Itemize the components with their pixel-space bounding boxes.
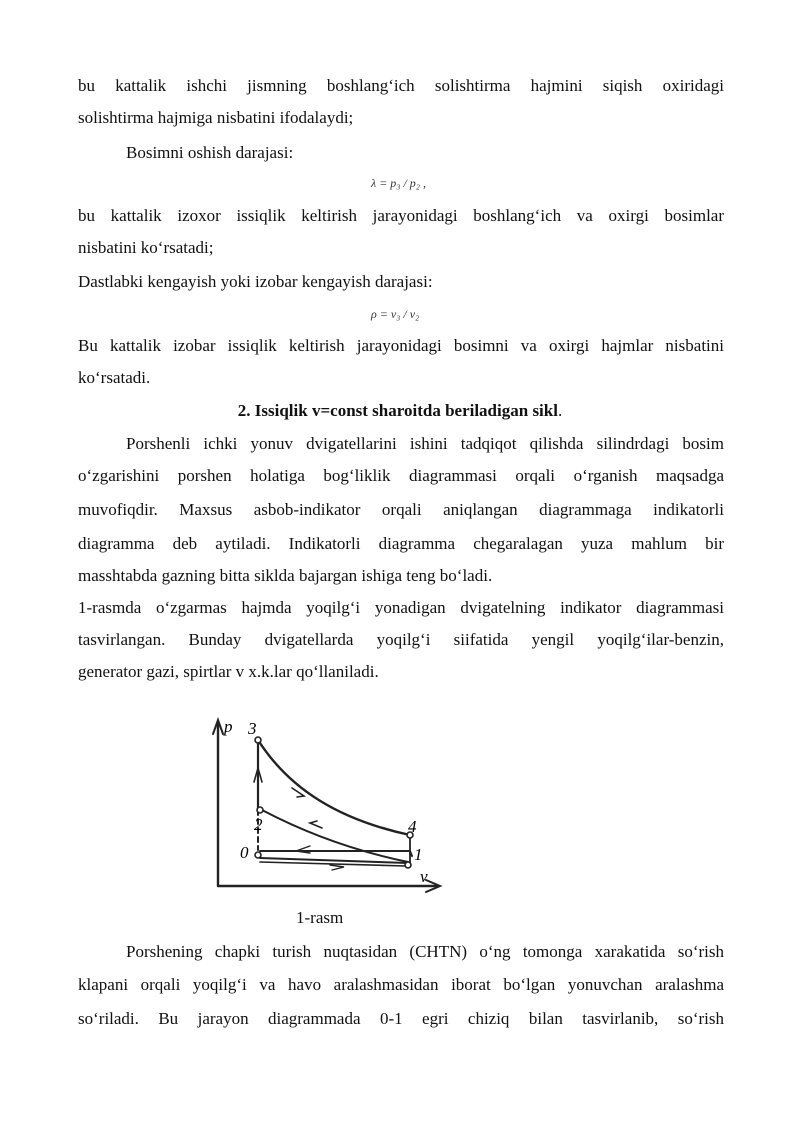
- section-heading: [0, 398, 800, 424]
- indicator-diagram: [180, 710, 450, 900]
- para8-line3: so‘riladi. Bu jarayon diagrammada 0-1 egri chiziq bilan tasvirlanib, so‘rish: [78, 1009, 724, 1028]
- para8-line2: klapani orqali yoqilg‘i va havo aralashmasidan iborat bo‘lgan yonuvchan aralashma: [78, 975, 724, 994]
- para3-line2: nisbatini ko‘rsatadi;: [78, 238, 214, 257]
- arrow-intake: [330, 865, 344, 870]
- point-label-1: 1: [414, 845, 423, 864]
- para-pressure-ratio-label: Bosimni oshish darajasi:: [126, 143, 294, 162]
- para6-line3: muvofiqdir. Maxsus asbob-indikator orqali aniqlangan diagrammaga indikatorli: [78, 500, 724, 519]
- para7-line3: generator gazi, spirtlar v x.k.lar qo‘llaniladi.: [78, 662, 379, 681]
- para7-line2: tasvirlangan. Bunday dvigatellarda yoqilg‘i siifatida yengil yoqilg‘ilar-benzin,: [78, 630, 724, 649]
- para7-line1: 1-rasmda o‘zgarmas hajmda yoqilg‘i yonadigan dvigatelning indikator diagrammasi: [78, 598, 724, 617]
- point-label-3: 3: [248, 719, 257, 738]
- para5-line2: ko‘rsatadi.: [78, 368, 151, 387]
- figure-caption: 1-rasm: [296, 908, 344, 927]
- point-label-4: 4: [408, 817, 417, 836]
- section-heading-period: .: [557, 401, 563, 420]
- point-label-0: 0: [240, 843, 249, 862]
- section-heading-text: 2. Issiqlik v=const sharoitda beriladigan sikl: [237, 401, 558, 420]
- point-2-marker: [257, 807, 263, 813]
- para5-line1: Bu kattalik izobar issiqlik keltirish jarayonidagi bosimni va oxirgi hajmlar nisbatini: [78, 336, 724, 355]
- para1-line1: bu kattalik ishchi jismning boshlang‘ich solishtirma hajmini siqish oxiridagi: [78, 76, 724, 95]
- exhaust-line: [260, 851, 412, 856]
- arrow-compression: [310, 821, 322, 828]
- compression-curve: [262, 810, 408, 862]
- expansion-curve: [258, 740, 410, 835]
- para8-line1: Porshening chapki turish nuqtasidan (CHTN) o‘ng tomonga xarakatida so‘rish: [126, 942, 724, 961]
- point-0-marker: [255, 852, 261, 858]
- axis-label-v: v: [420, 867, 428, 886]
- para6-line2: o‘zgarishini porshen holatiga bog‘liklik diagrammasi orqali o‘rganish maqsadga: [78, 466, 724, 485]
- point-label-2: 2: [254, 815, 263, 834]
- point-1-marker: [405, 862, 411, 868]
- para6-line1: Porshenli ichki yonuv dvigatellarini ishini tadqiqot qilishda silindrdagi bosim: [126, 434, 724, 453]
- para1-line2: solishtirma hajmiga nisbatini ifodalaydi;: [78, 108, 354, 127]
- axis-label-p: p: [224, 717, 233, 736]
- para3-line1: bu kattalik izoxor issiqlik keltirish jarayonidagi boshlang‘ich va oxirgi bosimlar: [78, 206, 724, 225]
- formula-lambda: λ = p₃ / p₂ ,: [371, 176, 426, 190]
- formula-rho: ρ = v₃ / v₂: [371, 307, 420, 321]
- para-expansion-label: Dastlabki kengayish yoki izobar kengayish darajasi:: [78, 272, 433, 291]
- para6-line4: diagramma deb aytiladi. Indikatorli diagramma chegaralagan yuza mahlum bir: [78, 534, 724, 553]
- para6-line5: masshtabda gazning bitta siklda bajargan ishiga teng bo‘ladi.: [78, 566, 493, 585]
